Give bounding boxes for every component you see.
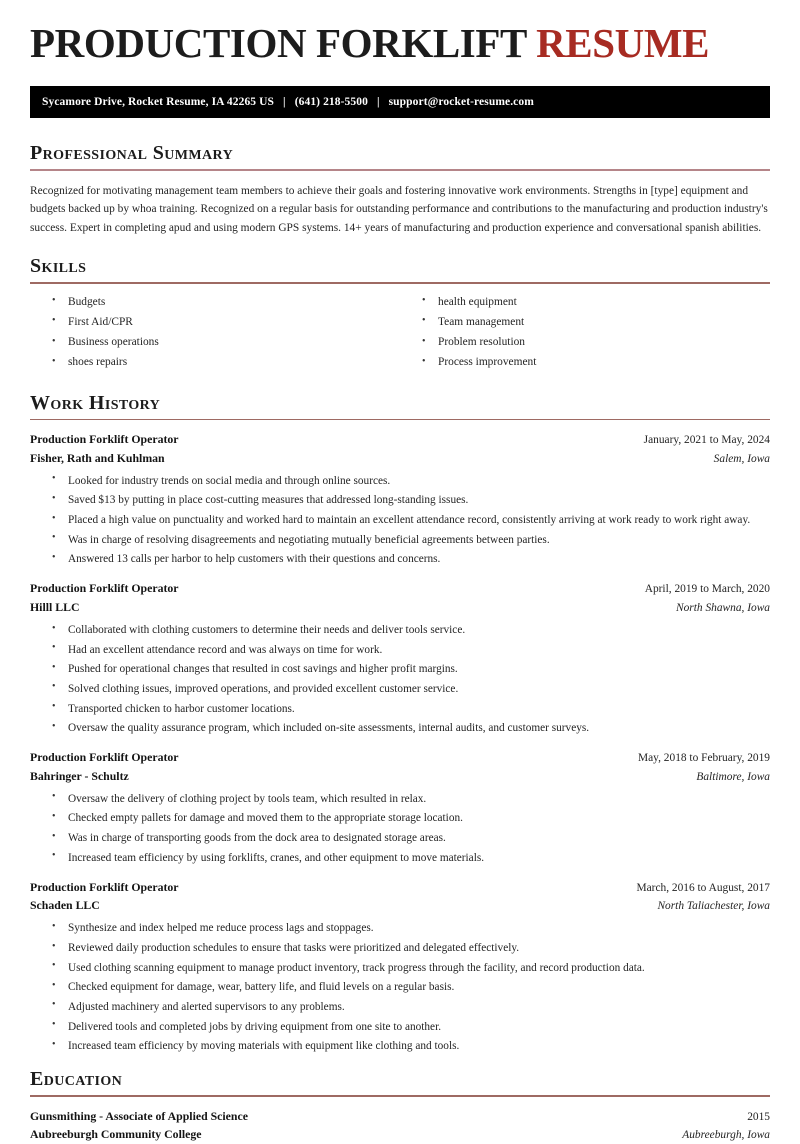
contact-separator-1: | (283, 96, 286, 109)
skills-list-right (422, 295, 770, 371)
job-title: Production Forklift Operator (30, 432, 179, 447)
skills-column-left (30, 295, 400, 376)
contact-bar (30, 86, 770, 118)
job-bullet-list (30, 622, 770, 736)
job-bullet-list (30, 791, 770, 866)
section-rule-education (30, 1095, 770, 1097)
section-rule-work-history (30, 419, 770, 421)
job-bullet: • Looked for industry trends on social media and through online sources. (52, 473, 770, 489)
contact-address: Sycamore Drive, Rocket Resume, IA 42265 US (42, 96, 275, 109)
job-bullet: • Increased team efficiency by using forklifts, cranes, and other equipment to move materials. (52, 850, 770, 866)
title-accent-text: RESUME (536, 20, 710, 66)
job-bullet: • Increased team efficiency by moving materials with equipment like clothing and tools. (52, 1038, 770, 1054)
skills-list-left (52, 295, 400, 371)
skills-column-right (400, 295, 770, 376)
skill-item: • Process improvement (422, 355, 770, 371)
work-history-list (30, 431, 770, 1054)
job-location: North Taliachester, Iowa (657, 900, 770, 913)
job-entry (30, 580, 770, 736)
job-title: Production Forklift Operator (30, 879, 179, 894)
job-entry (30, 431, 770, 567)
title-main-text: PRODUCTION FORKLIFT (30, 20, 527, 66)
job-bullet: • Answered 13 calls per harbor to help customers with their questions and concerns. (52, 551, 770, 567)
section-heading-work-history: Work History (30, 391, 161, 414)
skills-grid (30, 295, 770, 376)
job-entry (30, 879, 770, 1054)
job-bullet: • Saved $13 by putting in place cost-cutting measures that addressed long-standing issues. (52, 492, 770, 508)
job-bullet-list (30, 920, 770, 1054)
skill-item: • Team management (422, 315, 770, 331)
job-location: Baltimore, Iowa (696, 770, 770, 783)
contact-phone[interactable]: (641) 218-5500 (294, 96, 368, 109)
job-company-row (30, 897, 770, 915)
job-bullet: • Adjusted machinery and alerted supervisors to any problems. (52, 999, 770, 1015)
job-dates: January, 2021 to May, 2024 (643, 434, 770, 447)
job-title-row (30, 431, 770, 449)
job-title: Production Forklift Operator (30, 581, 179, 596)
job-dates: March, 2016 to August, 2017 (636, 881, 770, 894)
job-location: Salem, Iowa (713, 452, 770, 465)
education-list (30, 1108, 770, 1144)
skill-item: • Business operations (52, 335, 400, 351)
job-company-row (30, 599, 770, 617)
job-bullet: • Transported chicken to harbor customer locations. (52, 701, 770, 717)
job-bullet: • Solved clothing issues, improved operations, and provided excellent customer service. (52, 681, 770, 697)
job-company-row (30, 768, 770, 786)
job-location: North Shawna, Iowa (676, 601, 770, 614)
section-skills (30, 255, 770, 376)
job-dates: May, 2018 to February, 2019 (637, 752, 770, 765)
job-title-row (30, 749, 770, 767)
education-school-row (30, 1126, 770, 1144)
job-company: Bahringer - Schultz (30, 768, 129, 783)
job-bullet: • Checked empty pallets for damage and moved them to the appropriate storage location. (52, 810, 770, 826)
job-bullet: • Reviewed daily production schedules to ensure that tasks were prioritized and delegated effectively. (52, 940, 770, 956)
job-company: Fisher, Rath and Kuhlman (30, 450, 165, 465)
job-bullet: • Collaborated with clothing customers to determine their needs and deliver tools service. (52, 622, 770, 638)
job-bullet: • Pushed for operational changes that resulted in cost savings and higher profit margins. (52, 661, 770, 677)
skill-item: • Budgets (52, 295, 400, 311)
job-company: Hilll LLC (30, 599, 80, 614)
section-professional-summary (30, 142, 770, 237)
job-bullet: • Oversaw the delivery of clothing project by tools team, which resulted in relax. (52, 791, 770, 807)
education-school: Aubreeburgh Community College (30, 1127, 202, 1142)
section-rule-summary (30, 169, 770, 171)
job-title-row (30, 580, 770, 598)
section-rule-skills (30, 282, 770, 284)
skill-item: • First Aid/CPR (52, 315, 400, 331)
contact-separator-2: | (376, 96, 380, 109)
job-bullet: • Was in charge of transporting goods from the dock area to designated storage areas. (52, 830, 770, 846)
job-bullet: • Checked equipment for damage, wear, battery life, and fluid levels on a regular basis. (52, 979, 770, 995)
skill-item: • health equipment (422, 295, 770, 311)
job-bullet: • Was in charge of resolving disagreements and negotiating mutually beneficial agreements between parties. (52, 532, 770, 548)
summary-paragraph: Recognized for motivating management team members to achieve their goals and fostering innovative work environments. Strengths in [type] equipment and budgets backed up by whoa training. Recognized on a regular basis for outstanding performance and contributions to the manufacturing and production industry's success. Expert in completing apud and using modern GPS systems. 14+ years of manufacturing and production experience and conversational spanish abilities. (30, 184, 768, 234)
job-entry (30, 749, 770, 866)
job-company: Schaden LLC (30, 898, 100, 913)
job-bullet: • Placed a high value on punctuality and worked hard to maintain an excellent attendance record, consistently arriving at work ready to work right away. (52, 512, 770, 528)
job-bullet: • Delivered tools and completed jobs by driving equipment from one site to another. (52, 1019, 770, 1035)
skill-item: • shoes repairs (52, 355, 400, 371)
job-company-row (30, 450, 770, 468)
education-year: 2015 (747, 1110, 770, 1123)
skill-item: • Problem resolution (422, 335, 770, 351)
contact-email[interactable]: support@rocket-resume.com (388, 96, 534, 109)
page-title (30, 22, 770, 65)
education-degree: Gunsmithing - Associate of Applied Science (30, 1108, 248, 1123)
section-education (30, 1068, 770, 1144)
section-heading-skills: Skills (30, 255, 87, 278)
education-degree-row (30, 1108, 770, 1126)
section-heading-summary: Professional Summary (30, 142, 234, 165)
job-bullet: • Had an excellent attendance record and was always on time for work. (52, 642, 770, 658)
job-bullet: • Synthesize and index helped me reduce process lags and stoppages. (52, 920, 770, 936)
section-heading-education: Education (30, 1068, 123, 1091)
job-bullet: • Oversaw the quality assurance program, which included on-site assessments, internal audits, and customer surveys. (52, 720, 770, 736)
job-bullet-list (30, 473, 770, 568)
job-dates: April, 2019 to March, 2020 (644, 583, 770, 596)
section-work-history (30, 392, 770, 1055)
job-title-row (30, 879, 770, 897)
job-title: Production Forklift Operator (30, 750, 179, 765)
education-entry (30, 1108, 770, 1144)
education-location: Aubreeburgh, Iowa (682, 1129, 770, 1142)
job-bullet: • Used clothing scanning equipment to manage product inventory, track progress through the facility, and record production data. (52, 960, 770, 976)
